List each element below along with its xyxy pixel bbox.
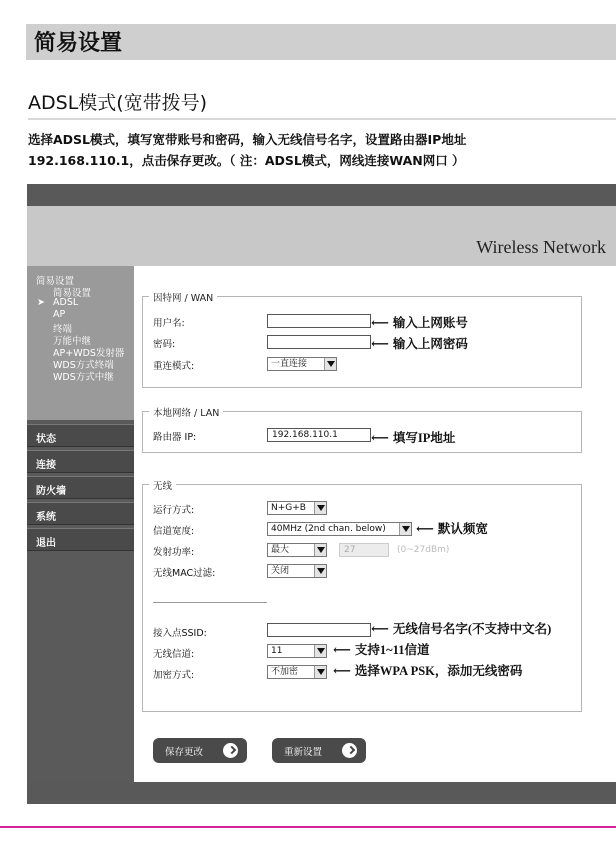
page-header [26, 24, 616, 60]
reconnect-mode-value: 一直连接 [271, 359, 308, 369]
ssid-input[interactable] [267, 623, 371, 637]
annotation-ssid-text: 无线信号名字(不支持中文名) [392, 622, 552, 636]
annotation-password-text: 输入上网密码 [392, 337, 468, 351]
channel-width-label: 信道宽度: [153, 526, 195, 537]
sidebar-item-wds-repeater[interactable]: WDS方式中继 [53, 372, 114, 383]
reconnect-mode-select[interactable] [267, 357, 337, 371]
sidebar-item-simple-setup[interactable]: 简易设置 [53, 288, 92, 299]
chevron-down-icon [399, 523, 411, 535]
annotation-encryption-text: 选择WPA PSK，添加无线密码 [354, 664, 523, 678]
sidebar-item-ap[interactable]: AP [53, 309, 66, 320]
wireless-legend: 无线 [149, 478, 176, 492]
reset-button-label: 重新设置 [284, 747, 323, 758]
lan-fieldset [142, 408, 582, 453]
wireless-channel-label: 无线信道: [153, 649, 195, 660]
encryption-value: 不加密 [271, 667, 299, 677]
sidebar-group-title: 简易设置 [36, 276, 75, 287]
annotation-username-text: 输入上网账号 [392, 316, 468, 330]
password-label: 密码: [153, 339, 176, 350]
nav-logout[interactable] [27, 528, 134, 551]
arrow-left-icon: ⟵ [371, 316, 389, 330]
arrow-left-icon: ⟵ [333, 664, 351, 678]
save-button[interactable] [153, 738, 247, 763]
run-mode-label: 运行方式: [153, 505, 195, 516]
sidebar-item-ap-wds[interactable]: AP+WDS发射器 [53, 348, 125, 359]
arrow-left-icon: ⟵ [416, 522, 434, 536]
chevron-down-icon [324, 358, 336, 370]
encryption-select[interactable] [267, 665, 327, 679]
section-title: ADSL模式(宽带拨号) [28, 92, 208, 114]
run-mode-value: N+G+B [271, 503, 306, 513]
arrow-left-icon: ⟵ [371, 622, 389, 636]
router-top-bar [27, 184, 616, 206]
page-title: 简易设置 [34, 31, 123, 56]
tx-power-number-input: 27 [339, 543, 389, 557]
section-divider [28, 118, 616, 120]
username-input[interactable] [267, 314, 371, 328]
sidebar [27, 266, 134, 782]
nav-status[interactable] [27, 424, 134, 447]
tx-power-value: 最大 [271, 545, 290, 555]
annotation-password [371, 334, 468, 352]
nav-firewall-label: 防火墙 [36, 486, 66, 497]
run-mode-select[interactable] [267, 501, 327, 515]
tx-power-label: 发射功率: [153, 547, 195, 558]
wireless-channel-value: 11 [271, 646, 283, 656]
encryption-label: 加密方式: [153, 670, 195, 681]
save-button-label: 保存更改 [165, 747, 204, 758]
arrow-left-icon: ⟵ [333, 643, 351, 657]
banner-title: Wireless Network [476, 237, 606, 257]
active-item-arrow-icon: ➤ [37, 297, 45, 308]
reset-button[interactable] [272, 738, 366, 763]
instruction-line-1: 选择ADSL模式，填写宽带账号和密码，输入无线信号名字，设置路由器IP地址 [28, 132, 467, 147]
annotation-channel [333, 640, 429, 658]
annotation-username [371, 313, 468, 331]
chevron-down-icon [314, 645, 326, 657]
chevron-down-icon [314, 666, 326, 678]
nav-system-label: 系统 [36, 512, 56, 523]
password-input[interactable] [267, 335, 371, 349]
instruction-line-2: 192.168.110.1，点击保存更改。（ 注：ADSL模式，网线连接WAN网口 ） [28, 153, 465, 168]
router-ip-label: 路由器 IP: [153, 432, 197, 443]
sidebar-item-wds-terminal[interactable]: WDS方式终端 [53, 360, 114, 371]
annotation-ssid [371, 619, 551, 637]
annotation-ip-text: 填写IP地址 [392, 431, 456, 445]
annotation-channel-text: 支持1~11信道 [354, 643, 430, 657]
mac-filter-select[interactable] [267, 564, 327, 578]
sidebar-item-adsl[interactable]: ADSL [53, 297, 79, 308]
sidebar-submenu [27, 266, 134, 420]
router-ip-input[interactable]: 192.168.110.1 [267, 428, 371, 442]
nav-firewall[interactable] [27, 476, 134, 499]
nav-connection[interactable] [27, 450, 134, 473]
ssid-label: 接入点SSID: [153, 628, 207, 639]
bottom-accent-rule [0, 826, 616, 828]
wan-legend: 因特网 / WAN [149, 290, 217, 304]
reconnect-mode-label: 重连模式: [153, 361, 195, 372]
chevron-right-icon [223, 743, 238, 758]
mac-filter-label: 无线MAC过滤: [153, 568, 216, 579]
nav-connection-label: 连接 [36, 460, 56, 471]
wireless-separator [153, 602, 267, 603]
sidebar-item-terminal[interactable]: 终端 [53, 324, 73, 335]
annotation-bandwidth-text: 默认频宽 [437, 522, 488, 536]
mac-filter-value: 关闭 [271, 566, 290, 576]
nav-status-label: 状态 [36, 434, 56, 445]
chevron-down-icon [314, 544, 326, 556]
annotation-encryption [333, 661, 522, 679]
tx-power-select[interactable] [267, 543, 327, 557]
chevron-down-icon [314, 565, 326, 577]
wireless-channel-select[interactable] [267, 644, 327, 658]
router-bottom-bar [27, 782, 616, 804]
sidebar-item-universal-repeater[interactable]: 万能中继 [53, 336, 92, 347]
annotation-bandwidth [416, 519, 488, 537]
channel-width-value: 40MHz (2nd chan. below) [271, 524, 386, 534]
chevron-right-icon [342, 743, 357, 758]
username-label: 用户名: [153, 318, 185, 329]
chevron-down-icon [314, 502, 326, 514]
wan-fieldset [142, 293, 582, 388]
channel-width-select[interactable] [267, 522, 412, 536]
tx-power-range-hint: (0~27dBm) [397, 545, 450, 555]
arrow-left-icon: ⟵ [371, 431, 389, 445]
arrow-left-icon: ⟵ [371, 337, 389, 351]
annotation-ip [371, 428, 455, 446]
router-ui-screenshot [27, 184, 616, 804]
router-banner [27, 206, 616, 266]
lan-legend: 本地网络 / LAN [149, 405, 223, 419]
nav-system[interactable] [27, 502, 134, 525]
nav-logout-label: 退出 [36, 538, 56, 549]
